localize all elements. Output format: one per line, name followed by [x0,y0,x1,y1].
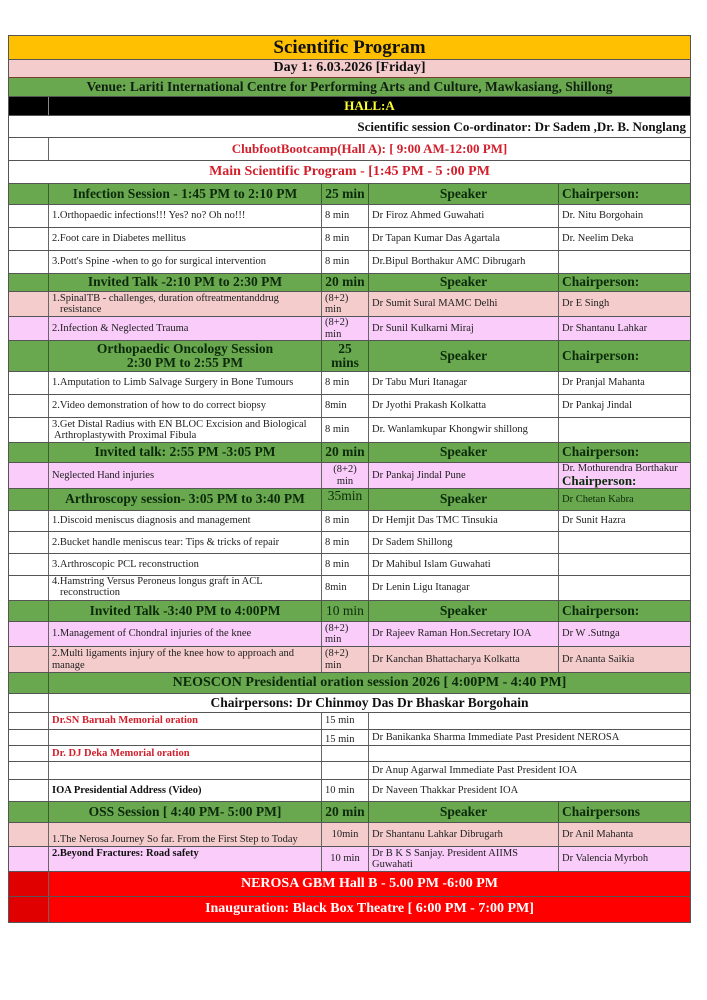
chair-header: Chairperson: [562,347,640,363]
time: (8+2) min [322,463,369,488]
time: (8+2) min [322,292,369,316]
table-row [9,746,690,762]
title-row [9,36,690,60]
time: 8min [322,395,369,417]
time: 8 min [322,554,369,575]
coordinator-label: Scientific session Co-ordinator: Dr Sadem ,Dr. B. Nonglang [357,119,686,135]
chair-header: Chairpersons [562,803,641,819]
table-row [9,205,690,228]
clubfoot-label: ClubfootBootcamp(Hall A): [ 9:00 AM-12:00 PM] [231,141,508,157]
topic: 2.Video demonstration of how to do correct biopsy [49,395,322,417]
speaker: Dr. Wanlamkupar Khongwir shillong [369,418,559,442]
chair-header: Chairperson: [562,602,640,618]
topic [49,730,322,745]
session-header-infection [9,184,690,205]
chair: Dr Shantanu Lahkar [562,322,648,334]
chair: Dr Pankaj Jindal [562,400,632,412]
session-duration: 10 min [322,601,369,621]
chair: Dr W .Sutnga [562,628,620,640]
chair [559,251,690,273]
main-program-row [9,161,690,184]
table-row [9,395,690,418]
chair-header: Chairperson: [562,444,640,460]
time: 8 min [322,511,369,531]
table-row [9,317,690,341]
topic: 1.SpinalTB - challenges, duration oftreatmentanddrug [52,293,279,304]
chair: Dr Valencia Myrboh [562,853,649,865]
topic: 2.Foot care in Diabetes mellitus [49,228,322,250]
speaker: Dr Lenin Ligu Itanagar [369,576,559,600]
chair: Dr Ananta Saikia [562,653,635,665]
chair: Dr. Neelim Deka [562,233,634,245]
speaker [369,713,690,729]
time: 10 min [322,780,369,801]
topic: 1.Discoid meniscus diagnosis and management [49,511,322,531]
table-row [9,647,690,673]
session-header-oncology [9,341,690,372]
topic-cont: resistance [60,304,102,316]
topic: IOA Presidential Address (Video) [49,780,322,801]
gbm-banner: NEROSA GBM Hall B - 5.00 PM -6:00 PM [240,875,499,891]
table-row [9,463,690,489]
session-duration: 20 min [322,274,369,291]
topic: 1.The Nerosa Journey So far. From the First Step to Today [49,823,322,846]
session-header-neoscon [9,673,690,694]
gbm-banner-row [9,872,690,897]
speaker: Dr B K S Sanjay. President AIIMS Guwahati [369,847,559,871]
session-time: 2:30 PM to 2:55 PM [126,355,244,370]
time: 10 min [322,847,369,871]
speaker: Dr Hemjit Das TMC Tinsukia [369,511,559,531]
oration-title: Dr. DJ Deka Memorial oration [49,746,322,761]
topic [49,762,322,779]
table-row [9,418,690,443]
chair [559,576,690,600]
table-row [9,292,690,317]
session-duration: 20 min [322,802,369,822]
time: 15 min [322,730,369,745]
session-title: Invited Talk -3:40 PM to 4:00PM [49,601,322,621]
chair [559,554,690,575]
session-duration: 25 mins [322,341,369,371]
speaker-header: Speaker [369,184,559,204]
topic: 3.Get Distal Radius with EN BLOC Excision and Biological [52,419,307,430]
topic: 1.Orthopaedic infections!!! Yes? no? Oh no!!! [49,205,322,227]
topic: 3.Arthroscopic PCL reconstruction [49,554,322,575]
speaker: Dr Sadem Shillong [369,532,559,553]
chair: Dr. Mothurendra Borthakur [562,463,678,475]
table-row [9,251,690,274]
hall-label: HALL:A [344,98,395,114]
topic: 2.Beyond Fractures: Road safety [49,847,322,871]
time [322,762,369,779]
speaker-header: Speaker [369,443,559,462]
session-duration: 20 min [322,443,369,462]
neoscon-chairs: Chairpersons: Dr Chinmoy Das Dr Bhaskar Borgohain [210,694,529,710]
main-program-label: Main Scientific Program - [1:45 PM - 5 :00 PM [209,163,490,179]
speaker: Dr Tapan Kumar Das Agartala [369,228,559,250]
session-title: Arthroscopy session- 3:05 PM to 3:40 PM [49,489,322,510]
time: 8 min [322,228,369,250]
table-row [9,532,690,554]
chair: Dr Anil Mahanta [562,828,634,840]
chair-header: Chairperson: [562,185,640,201]
speaker: Dr Pankaj Jindal Pune [369,463,559,488]
speaker: Dr Sunil Kulkarni Miraj [369,317,559,340]
chair: Dr Chetan Kabra [562,493,634,505]
time [322,746,369,761]
time: 8 min [322,251,369,273]
topic: 4.Hamstring Versus Peroneus longus graft in ACL [52,576,263,587]
speaker-header: Speaker [369,802,559,822]
topic-cont: Arthroplastywith Proximal Fibula [54,430,197,442]
session-title: Infection Session - 1:45 PM to 2:10 PM [49,184,322,204]
time: (8+2) min [322,317,369,340]
speaker: Dr Anup Agarwal Immediate Past President IOA [372,764,578,776]
table-row [9,713,690,730]
chair-header: Chairperson: [562,274,640,290]
session-header-invited-2 [9,443,690,463]
speaker: Dr.Bipul Borthakur AMC Dibrugarh [369,251,559,273]
time: 8 min [322,205,369,227]
time: 8min [322,576,369,600]
hall-row [9,97,690,116]
table-row [9,372,690,395]
speaker: Dr Sumit Sural MAMC Delhi [369,292,559,316]
time: 8 min [322,418,369,442]
time: 10min [322,823,369,846]
speaker: Dr Kanchan Bhattacharya Kolkatta [369,647,559,672]
topic: 3.Pott's Spine -when to go for surgical intervention [49,251,322,273]
speaker: Dr Rajeev Raman Hon.Secretary IOA [369,622,559,646]
table-row [9,576,690,601]
speaker-header: Speaker [369,274,559,291]
chair: Dr Sunit Hazra [562,515,626,527]
coordinator-row [9,116,690,138]
neoscon-chairs-row [9,694,690,713]
inauguration-banner-row [9,897,690,922]
table-row [9,554,690,576]
speaker-header: Speaker [369,489,559,510]
session-header-oss [9,802,690,823]
topic: 2.Infection & Neglected Trauma [49,317,322,340]
table-row [9,730,690,746]
topic: Neglected Hand injuries [49,463,322,488]
blank-cell [9,138,49,160]
table-row [9,511,690,532]
table-row [9,847,690,872]
session-duration: 35min [322,489,369,510]
inauguration-banner: Inauguration: Black Box Theatre [ 6:00 PM - 7:00 PM] [205,901,534,917]
session-duration: 25 min [322,184,369,204]
speaker-header: Speaker [369,601,559,621]
session-title: Orthopaedic Oncology Session [96,341,274,356]
topic-cont: reconstruction [60,587,121,599]
chair [559,532,690,553]
speaker [369,746,690,761]
day-row [9,60,690,78]
session-title: Invited talk: 2:55 PM -3:05 PM [49,443,322,462]
session-title: NEOSCON Presidential oration session 2026 [ 4:00PM - 4:40 PM] [172,674,567,690]
speaker-header: Speaker [369,341,559,371]
speaker: Dr Shantanu Lahkar Dibrugarh [369,823,559,846]
speaker: Dr Mahibul Islam Guwahati [369,554,559,575]
table-row [9,762,690,780]
speaker: Dr Naveen Thakkar President IOA [372,784,519,796]
time: 8 min [322,372,369,394]
speaker: Dr Banikanka Sharma Immediate Past President NEROSA [372,731,620,743]
chair [559,418,690,442]
time: 8 min [322,532,369,553]
speaker: Dr Firoz Ahmed Guwahati [369,205,559,227]
chair: Dr E Singh [562,298,610,310]
session-title: OSS Session [ 4:40 PM- 5:00 PM] [49,802,322,822]
session-header-arthroscopy [9,489,690,511]
clubfoot-row [9,138,690,161]
topic: 1.Amputation to Limb Salvage Surgery in Bone Tumours [49,372,322,394]
session-header-invited-1 [9,274,690,292]
program-title: Scientific Program [273,36,426,58]
speaker: Dr Jyothi Prakash Kolkatta [369,395,559,417]
table-row [9,823,690,847]
blank-cell [9,97,49,115]
program-sheet [8,35,691,923]
topic: 1.Management of Chondral injuries of the knee [49,622,322,646]
chair-header: Chairperson: [562,473,637,488]
table-row [9,622,690,647]
table-row [9,228,690,251]
topic: 2.Bucket handle meniscus tear: Tips & tricks of repair [49,532,322,553]
time: (8+2) min [322,622,369,646]
venue-row [9,78,690,97]
day-label: Day 1: 6.03.2026 [Friday] [273,60,426,76]
topic: 2.Multi ligaments injury of the knee how to approach and manage [49,647,322,672]
chair: Dr Pranjal Mahanta [562,377,645,389]
session-title: Invited Talk -2:10 PM to 2:30 PM [49,274,322,291]
session-header-invited-3 [9,601,690,622]
table-row [9,780,690,802]
time: (8+2) min [322,647,369,672]
oration-title: Dr.SN Baruah Memorial oration [49,713,322,729]
chair: Dr. Nitu Borgohain [562,210,644,222]
time: 15 min [322,713,369,729]
speaker: Dr Tabu Muri Itanagar [369,372,559,394]
venue-label: Venue: Lariti International Centre for Performing Arts and Culture, Mawkasiang, Shillong [86,78,613,94]
